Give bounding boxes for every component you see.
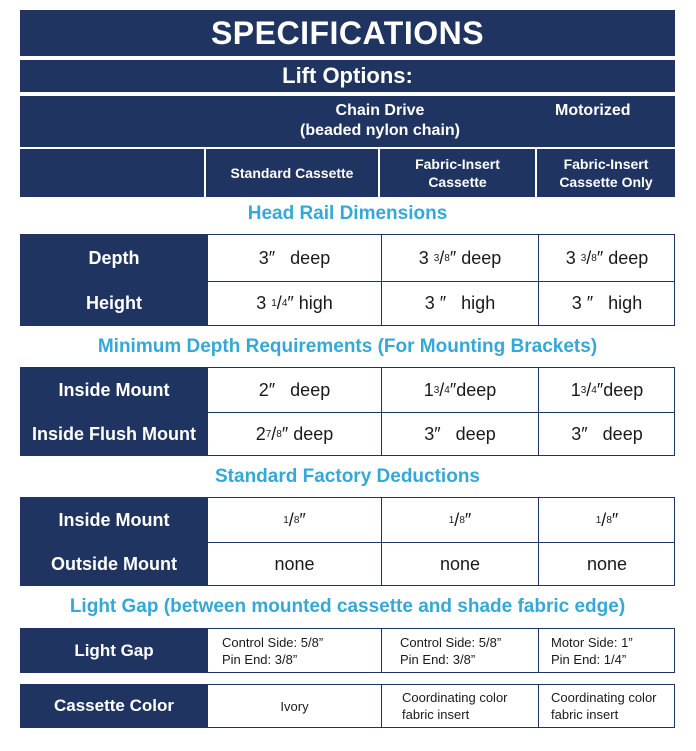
light-gap-heading: Light Gap (between mounted cassette and shade fabric edge) <box>69 596 626 617</box>
deduction-inside-fabric-insert: 1 / 8 ″ <box>381 498 538 542</box>
row-label-inside-mount: Inside Mount <box>21 368 207 412</box>
depth-standard: 3″ deep <box>207 235 381 281</box>
page-title: SPECIFICATIONS <box>20 10 675 56</box>
row-label-inside-flush-mount: Inside Flush Mount <box>21 412 207 456</box>
light-gap-standard: Control Side: 5/8” Pin End: 3/8” <box>207 629 381 672</box>
column-header-row <box>20 149 675 197</box>
deductions-heading: Standard Factory Deductions <box>215 466 480 487</box>
column-header-blank <box>20 149 204 197</box>
cassette-color-standard: Ivory <box>207 685 381 727</box>
flush-mount-fabric-insert: 3″ deep <box>381 412 538 456</box>
flush-mount-fabric-only: 3″ deep <box>538 412 675 456</box>
row-label-inside-mount: Inside Mount <box>21 498 207 542</box>
cassette-color-fabric-only: Coordinating color fabric insert <box>538 685 675 727</box>
deduction-outside-standard: none <box>207 542 381 586</box>
light-gap-table <box>20 628 675 673</box>
chain-drive-label: Chain Drive (beaded nylon chain) <box>299 102 460 139</box>
inside-mount-fabric-insert: 1 3 / 4 ″deep <box>381 368 538 412</box>
row-label-cassette-color: Cassette Color <box>21 685 207 727</box>
cassette-color-table <box>20 684 675 728</box>
deduction-inside-fabric-only: 1 / 8 ″ <box>538 498 675 542</box>
height-fabric-only: 3 ″ high <box>538 281 675 326</box>
depth-fabric-insert: 3 3 / 8 ″ deep <box>381 235 538 281</box>
height-standard: 3 1 / 4 ″ high <box>207 281 381 326</box>
light-gap-fabric-only: Motor Side: 1” Pin End: 1/4” <box>538 629 675 672</box>
light-gap-fabric-insert: Control Side: 5/8” Pin End: 3/8” <box>381 629 538 672</box>
row-label-height: Height <box>21 281 207 326</box>
inside-mount-fabric-only: 1 3 / 4 ″deep <box>538 368 675 412</box>
row-label-outside-mount: Outside Mount <box>21 542 207 586</box>
flush-mount-standard: 2 7 / 8 ″ deep <box>207 412 381 456</box>
deduction-outside-fabric-insert: none <box>381 542 538 586</box>
head-rail-table <box>20 234 675 326</box>
column-header-standard: Standard Cassette <box>206 149 378 197</box>
column-header-fabric-insert: Fabric-Insert Cassette <box>380 149 535 197</box>
cassette-color-fabric-insert: Coordinating color fabric insert <box>381 685 538 727</box>
row-label-light-gap: Light Gap <box>21 629 207 672</box>
head-rail-heading: Head Rail Dimensions <box>247 203 448 224</box>
height-fabric-insert: 3 ″ high <box>381 281 538 326</box>
column-header-fabric-only: Fabric-Insert Cassette Only <box>537 149 675 197</box>
inside-mount-standard: 2″ deep <box>207 368 381 412</box>
depth-fabric-only: 3 3 / 8 ″ deep <box>538 235 675 281</box>
motorized-label: Motorized <box>555 102 631 119</box>
deduction-outside-fabric-only: none <box>538 542 675 586</box>
drive-type-header <box>20 96 675 147</box>
deductions-table <box>20 497 675 586</box>
row-label-depth: Depth <box>21 235 207 281</box>
min-depth-table <box>20 367 675 456</box>
min-depth-heading: Minimum Depth Requirements (For Mounting Brackets) <box>97 336 598 357</box>
lift-options-heading: Lift Options: <box>20 60 675 92</box>
deduction-inside-standard: 1 / 8 ″ <box>207 498 381 542</box>
